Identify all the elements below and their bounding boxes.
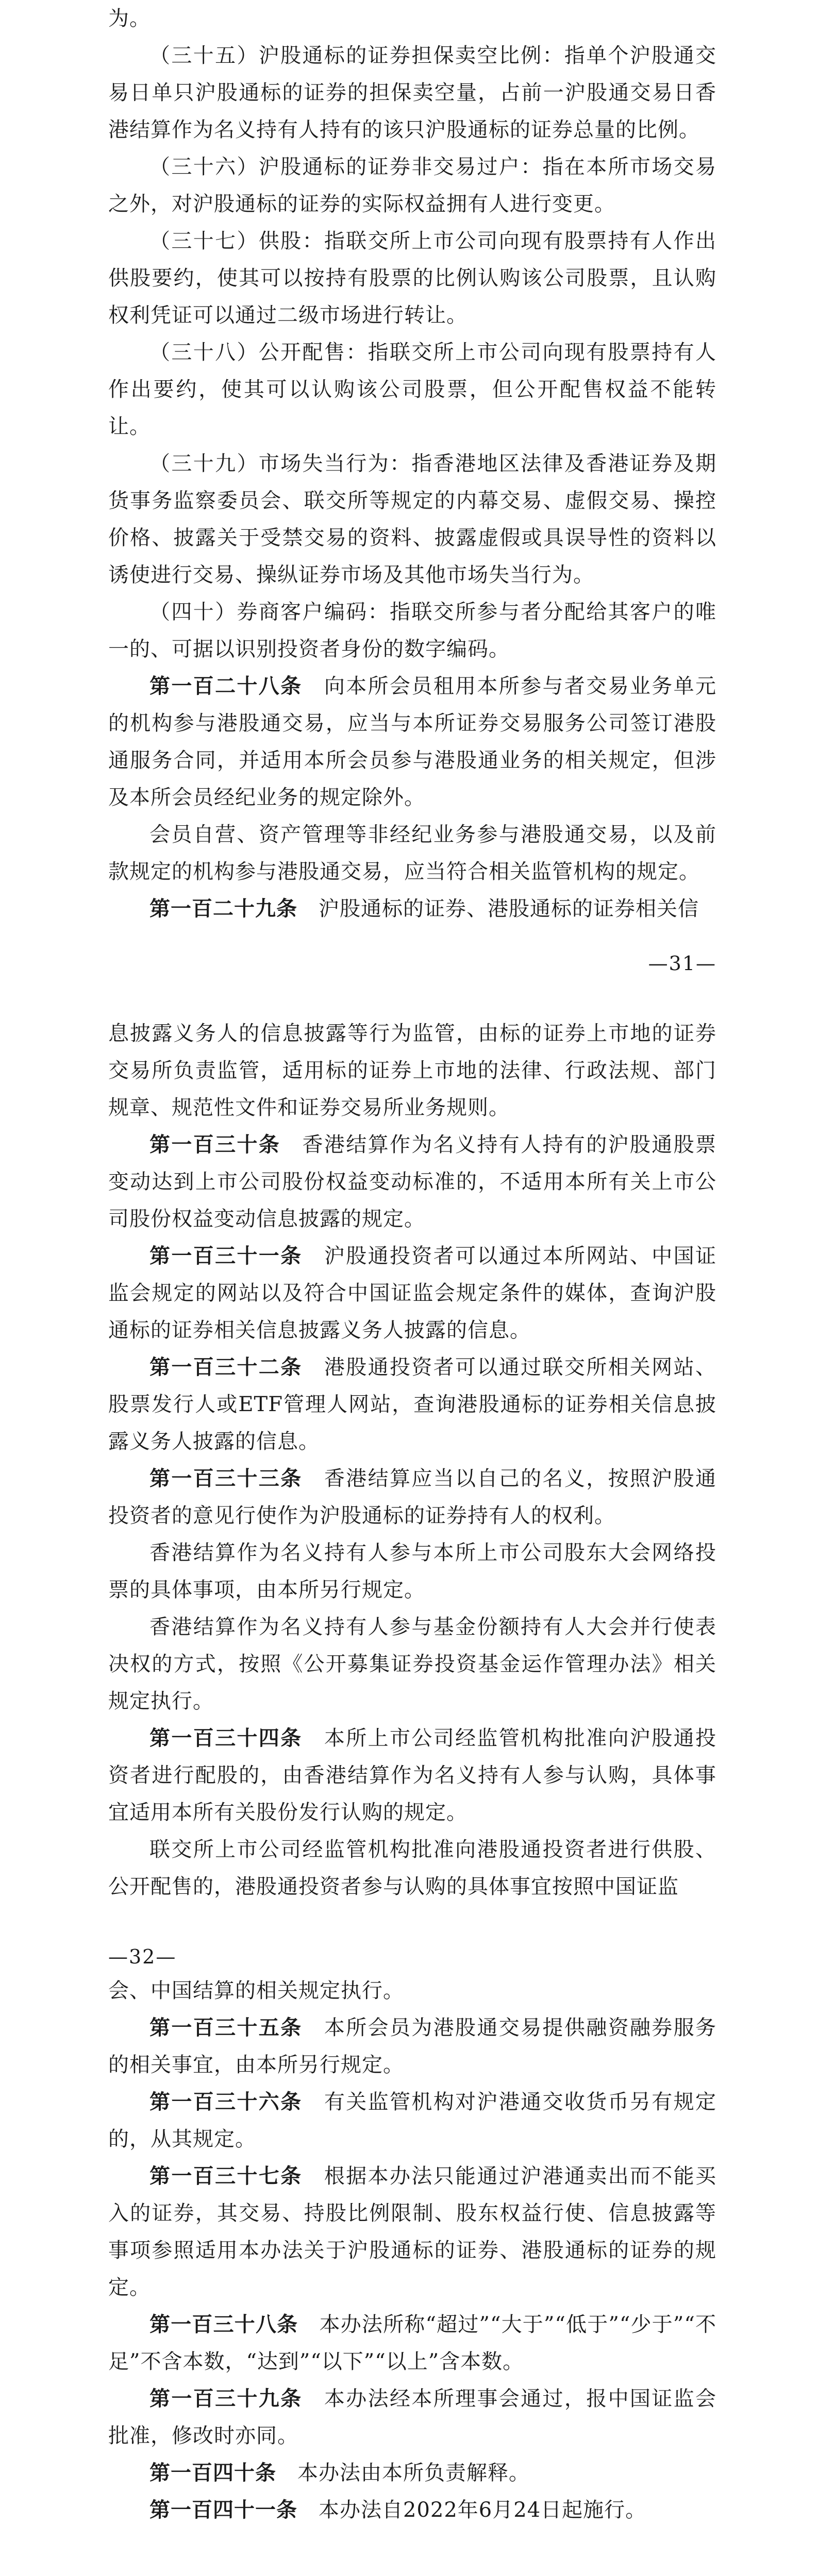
article-number: 第一百三十条 bbox=[149, 1132, 281, 1157]
article-paragraph: 第一百三十八条 本办法所称“超过”“大于”“低于”“少于”“不足”不含本数，“达到”“以下”“以上”含本数。 bbox=[108, 2312, 717, 2374]
paragraph: 会员自营、资产管理等非经纪业务参与港股通交易，以及前款规定的机构参与港股通交易，应当符合相关监管机构的规定。 bbox=[108, 823, 716, 884]
article-paragraph: 第一百二十九条 沪股通标的证券、港股通标的证券相关信 bbox=[149, 896, 699, 921]
document-body bbox=[108, 0, 716, 2576]
article-paragraph: 第一百四十条 本办法由本所负责解释。 bbox=[149, 2461, 530, 2485]
article-number: 第一百三十二条 bbox=[149, 1355, 303, 1379]
page-33 bbox=[108, 1972, 716, 2576]
paragraph: 息披露义务人的信息披露等行为监管，由标的证券上市地的证券交易所负责监管，适用标的证券上市地的法律、行政法规、部门规章、规范性文件和证券交易所业务规则。 bbox=[108, 1022, 716, 1120]
article-number: 第一百三十一条 bbox=[149, 1244, 303, 1268]
paragraph: （三十五）沪股通标的证券担保卖空比例：指单个沪股通交易日单只沪股通标的证券的担保卖空量，占前一沪股通交易日香港结算作为名义持有人持有的该只沪股通标的证券总量的比例。 bbox=[108, 44, 716, 142]
paragraph: 联交所上市公司经监管机构批准向港股通投资者进行供股、公开配售的，港股通投资者参与认购的具体事宜按照中国证监 bbox=[108, 1838, 716, 1899]
article-number: 第一百二十九条 bbox=[149, 896, 297, 921]
page-32 bbox=[108, 1015, 716, 1972]
article-number: 第一百四十条 bbox=[149, 2461, 276, 2485]
paragraph: 香港结算作为名义持有人参与本所上市公司股东大会网络投票的具体事项，由本所另行规定。 bbox=[108, 1541, 716, 1602]
paragraph: 香港结算作为名义持有人参与基金份额持有人大会并行使表决权的方式，按照《公开募集证券投资基金运作管理办法》相关规定执行。 bbox=[108, 1615, 716, 1713]
paragraph: （四十）券商客户编码：指联交所参与者分配给其客户的唯一的、可据以识别投资者身份的数字编码。 bbox=[108, 600, 716, 661]
page-number: —32— bbox=[108, 1945, 177, 1968]
article-paragraph: 第一百三十四条 本所上市公司经监管机构批准向沪股通投资者进行配股的，由香港结算作为名义持有人参与认购，具体事宜适用本所有关股份发行认购的规定。 bbox=[108, 1726, 717, 1824]
paragraph: （三十七）供股：指联交所上市公司向现有股票持有人作出供股要约，使其可以按持有股票的比例认购该公司股票，且认购权利凭证可以通过二级市场进行转让。 bbox=[108, 229, 716, 327]
paragraph: （三十八）公开配售：指联交所上市公司向现有股票持有人作出要约，使其可以认购该公司股票，但公开配售权益不能转让。 bbox=[108, 341, 716, 438]
article-paragraph: 第一百四十一条 本办法自2022年6月24日起施行。 bbox=[149, 2498, 647, 2522]
article-paragraph: 第一百三十七条 根据本办法只能通过沪港通卖出而不能买入的证券，其交易、持股比例限制、股东权益行使、信息披露等事项参照适用本办法关于沪股通标的证券、港股通标的证券的规定。 bbox=[108, 2164, 717, 2299]
paragraph: 为。 bbox=[108, 7, 151, 30]
article-number: 第一百三十七条 bbox=[149, 2164, 303, 2188]
paragraph: 会、中国结算的相关规定执行。 bbox=[108, 1979, 404, 2003]
article-paragraph: 第一百三十五条 本所会员为港股通交易提供融资融券服务的相关事宜，由本所另行规定。 bbox=[108, 2015, 717, 2077]
article-paragraph: 第一百三十九条 本办法经本所理事会通过，报中国证监会批准，修改时亦同。 bbox=[108, 2386, 717, 2448]
page-31 bbox=[108, 0, 716, 1015]
article-paragraph: 第一百三十一条 沪股通投资者可以通过本所网站、中国证监会规定的网站以及符合中国证监会规定条件的媒体，查询沪股通标的证券相关信息披露义务人披露的信息。 bbox=[108, 1244, 717, 1342]
article-number: 第一百三十四条 bbox=[149, 1726, 303, 1750]
paragraph: （三十六）沪股通标的证券非交易过户：指在本所市场交易之外，对沪股通标的证券的实际权益拥有人进行变更。 bbox=[108, 155, 716, 216]
article-paragraph: 第一百三十六条 有关监管机构对沪港通交收货币另有规定的，从其规定。 bbox=[108, 2090, 717, 2151]
article-paragraph: 第一百三十条 香港结算作为名义持有人持有的沪股通股票变动达到上市公司股份权益变动标准的，不适用本所有关上市公司股份权益变动信息披露的规定。 bbox=[108, 1132, 717, 1231]
article-number: 第一百三十八条 bbox=[149, 2312, 298, 2336]
article-number: 第一百三十五条 bbox=[149, 2015, 303, 2040]
article-number: 第一百二十八条 bbox=[149, 674, 303, 698]
article-paragraph: 第一百三十三条 香港结算应当以自己的名义，按照沪股通投资者的意见行使作为沪股通标的证券持有人的权利。 bbox=[108, 1466, 717, 1528]
article-paragraph: 第一百二十八条 向本所会员租用本所参与者交易业务单元的机构参与港股通交易，应当与本所证券交易服务公司签订港股通服务合同，并适用本所会员参与港股通业务的相关规定，但涉及本所会员经纪业务的规定除外。 bbox=[108, 674, 717, 809]
article-paragraph: 第一百三十二条 港股通投资者可以通过联交所相关网站、股票发行人或ETF管理人网站，查询港股通标的证券相关信息披露义务人披露的信息。 bbox=[108, 1355, 717, 1453]
article-number: 第一百三十三条 bbox=[149, 1466, 303, 1490]
paragraph: （三十九）市场失当行为：指香港地区法律及香港证券及期货事务监察委员会、联交所等规定的内幕交易、虚假交易、操控价格、披露关于受禁交易的资料、披露虚假或具误导性的资料以诱使进行交易、操纵证券市场及其他市场失当行为。 bbox=[108, 452, 716, 587]
page-number: —31— bbox=[648, 952, 716, 975]
article-number: 第一百四十一条 bbox=[149, 2498, 297, 2522]
article-number: 第一百三十九条 bbox=[149, 2386, 303, 2411]
article-number: 第一百三十六条 bbox=[149, 2090, 303, 2114]
